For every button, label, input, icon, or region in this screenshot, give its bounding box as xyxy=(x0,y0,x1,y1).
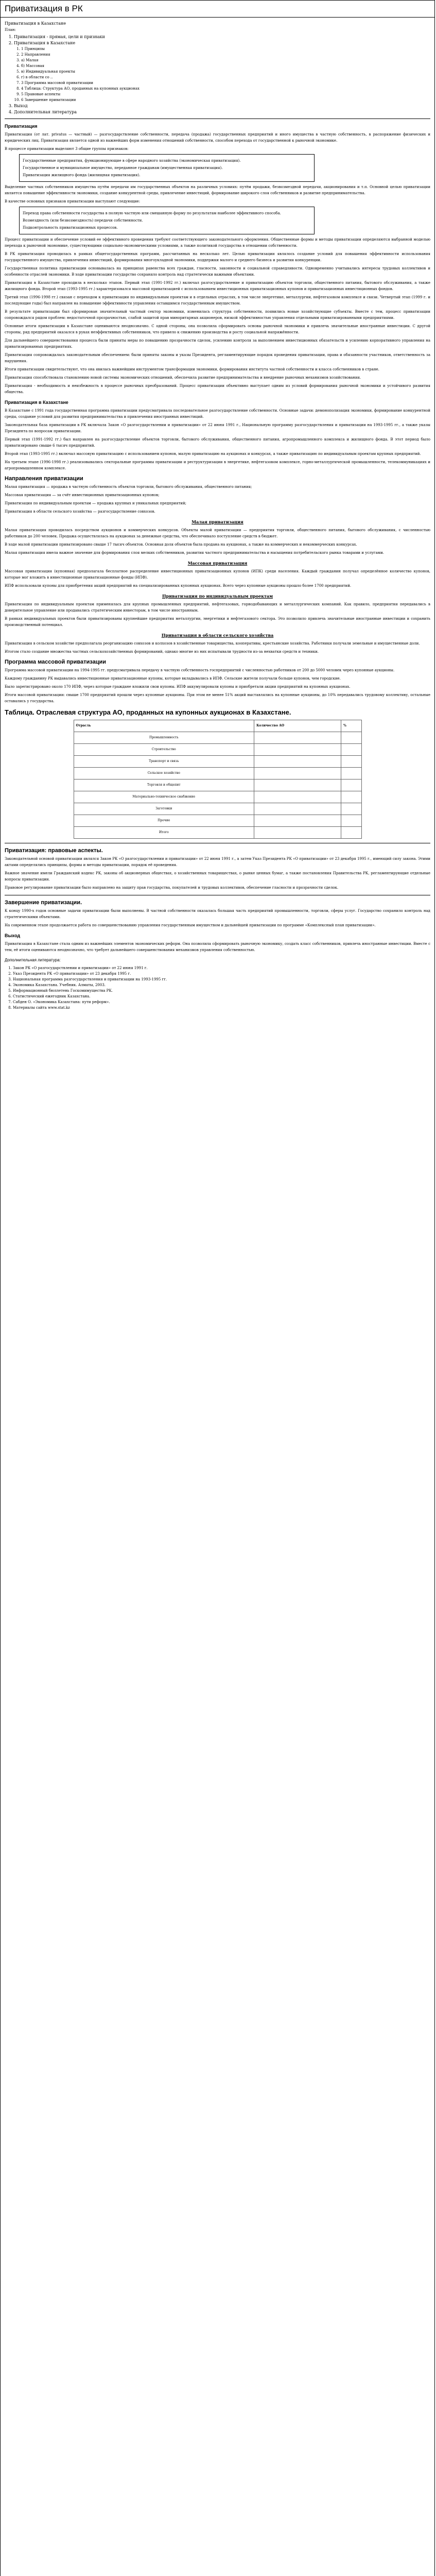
paragraph: Итоги массовой приватизации: свыше 1700 предприятий прошли через купонные аукционы. При этом не менее 51% акций выставлялись на купонные аукционы, до 10% передавались трудовому коллективу, остальные оставались у государства. xyxy=(5,693,430,703)
paragraph: Программа массовой приватизации на 1994-1995 гг. предусматривала передачу в частную собственность госпредприятий с численностью работников от 200 до 5000 человек через купонные аукционы. xyxy=(5,668,395,672)
paragraph: В качестве основных признаков приватизации выступают следующие: xyxy=(5,199,141,204)
table-cell xyxy=(341,815,361,827)
table-header-row xyxy=(74,720,361,732)
table-header-cell: Отрасль xyxy=(74,720,254,732)
toc-plan-label: План: xyxy=(5,28,16,32)
paragraph: Правовое регулирование приватизации было направлено на защиту прав государства, покупателей и трудовых коллективов, обеспечение гласности и прозрачности сделок. xyxy=(5,886,339,890)
table-cell xyxy=(254,732,341,744)
toc-subitem[interactable]: 9. 5 Правовые аспекты xyxy=(21,92,430,97)
box-line: Приватизация жилищного фонда (жилищная приватизация). xyxy=(23,173,141,177)
table-row xyxy=(74,779,361,791)
table-of-contents xyxy=(14,34,430,115)
table-cell xyxy=(341,756,361,768)
table-row xyxy=(74,768,361,779)
paragraph: Малая приватизация имела важное значение для формирования слоя мелких собственников, развития частного предпринимательства и насыщения потребительского рынка товарами и услугами. xyxy=(5,551,384,555)
table-cell xyxy=(341,791,361,803)
table-row xyxy=(74,732,361,744)
reference-item: 4. Экономика Казахстана. Учебник. Алматы, 2003. xyxy=(13,982,430,988)
section-title: Выход xyxy=(5,933,21,938)
box-line: Подконтрольность приватизационных процессов. xyxy=(23,226,118,230)
paragraph: В Казахстане с 1991 года государственная программа приватизации предусматривала последовательное разгосударствление собственности. Основные задачи: демонополизация экономики, формирование конкурентной среды, создание условий для развития предпринимательства и привлечения иностранных инвестиций. xyxy=(5,409,430,419)
paragraph: Для дальнейшего совершенствования процесса были приняты меры по повышению прозрачности сделок, усилению контроля за выполнением инвестиционных обязательств и усилению корпоративного управления на приватизированных предприятиях. xyxy=(5,338,430,349)
document-content xyxy=(1,18,434,1015)
paragraph: На третьем этапе (1996-1998 гг.) реализовывались секторальные программы приватизации и реструктуризации в энергетике, нефтегазовом комплексе, горно-металлургической промышленности, телекоммуникациях и агропромышленном комплексе. xyxy=(5,460,430,470)
toc-sublist xyxy=(21,46,430,103)
toc-subitem[interactable]: 1. 1 Принципы xyxy=(21,46,430,52)
section-title: Программа массовой приватизации xyxy=(5,659,107,665)
table-cell: Строительство xyxy=(74,744,254,756)
reference-item: 5. Информационный бюллетень Госкомимущества РК. xyxy=(13,988,430,994)
table-cell xyxy=(341,768,361,779)
section-title: Приватизация: правовые аспекты. xyxy=(5,848,103,854)
table-title: Таблица. Отраслевая структура АО, проданных на купонных аукционах в Казахстане. xyxy=(5,708,291,716)
paragraph: В результате приватизации был сформирован значительный частный сектор экономики, изменилась структура собственности, появились новые хозяйствующие субъекты. Вместе с тем, процесс приватизации сопровождался рядом проблем: недостаточной прозрачностью, слабой защитой прав миноритарных акционеров, низкой эффективностью управления отдельными приватизированными предприятиями. xyxy=(5,310,430,320)
toc-heading: Приватизация в Казахстане xyxy=(5,21,66,26)
box-line: Возмездность (или безвозмездность) передачи собственности. xyxy=(23,218,143,223)
paragraph: В рамках индивидуальных проектов были приватизированы крупнейшие предприятия металлургии, энергетики и нефтегазового сектора. Это позволило привлечь значительные иностранные инвестиции и сохранить производственный потенциал. xyxy=(5,617,430,627)
toc-item[interactable] xyxy=(14,103,430,109)
features-box xyxy=(19,207,315,234)
table-row xyxy=(74,815,361,827)
paragraph: Приватизация в Казахстане стала одним из важнейших элементов экономических реформ. Она позволила сформировать рыночную экономику, создать класс собственников, привлечь иностранные инвестиции. Вместе с тем, её итоги оцениваются неоднозначно, что требует дальнейшего совершенствования механизмов управления собственностью. xyxy=(5,942,430,952)
paragraph: Важное значение имели Гражданский кодекс РК, законы об акционерных обществах, о хозяйственных товариществах, о рынке ценных бумаг, а также постановления Правительства РК, регламентирующие отдельные вопросы приватизации. xyxy=(5,871,430,882)
paragraph: ИПФ использовали купоны для приобретения акций предприятий на специализированных купонных аукционах. Всего через купонные аукционы прошло более 1700 предприятий. xyxy=(5,584,352,588)
box-line: Государственные предприятия, функционирующие в сфере народного хозяйства (экономическая приватизация). xyxy=(23,159,241,163)
toc-item[interactable] xyxy=(14,34,430,40)
toc-subitem[interactable]: 10. 6 Завершение приватизации xyxy=(21,97,430,103)
section-title: Направления приватизации xyxy=(5,476,83,482)
structure-table xyxy=(74,720,362,839)
table-cell xyxy=(254,827,341,839)
paragraph: Государственная политика приватизации основывалась на принципах равенства всех граждан, гласности, законности и социальной справедливости. Одновременно учитывались интересы трудовых коллективов и особенности отраслей экономики. В ходе приватизации государство сохраняло контроль над стратегически важными объектами. xyxy=(5,266,430,277)
table-cell xyxy=(341,732,361,744)
paragraph: Второй этап (1993-1995 гг.) включал массовую приватизацию с использованием купонов, малую приватизацию на аукционах и конкурсах, а также приватизацию по индивидуальным проектам крупных предприятий. xyxy=(5,452,421,456)
paragraph: Каждому гражданину РК выдавались инвестиционные приватизационные купоны, которые вкладывались в ИПФ. Сельские жители получали больше купонов, чем городские. xyxy=(5,676,341,681)
list-line: Массовая приватизация — за счёт инвестиционных приватизационных купонов; xyxy=(5,493,160,497)
toc-subitem[interactable]: 2. 2 Направления xyxy=(21,52,430,58)
paragraph: Выделение частных собственников имущества путём передачи им государственных объектов на различных условиях: путём продажи, безвозмездной передачи, акционирования и т.п. Основной целью приватизации является повышение эффективности экономики, создание конкурентной среды, привлечение инвестиций, формирование широкого слоя собственников и развитие предпринимательства. xyxy=(5,185,430,195)
box-line: Государственное и муниципальное имущество, переданное гражданам (имущественная приватизация). xyxy=(23,166,223,170)
reference-item: 6. Статистический ежегодник Казахстана. xyxy=(13,994,430,999)
toc-subitem[interactable]: 6. г) в области со .. xyxy=(21,75,430,80)
table-cell xyxy=(341,803,361,815)
table-cell xyxy=(254,756,341,768)
table-cell: Транспорт и связь xyxy=(74,756,254,768)
toc-item-label[interactable]: Выход xyxy=(14,104,28,108)
table-row xyxy=(74,803,361,815)
table-row xyxy=(74,791,361,803)
criteria-box xyxy=(19,154,315,182)
toc-subitem[interactable]: 4. б) Массовая xyxy=(21,63,430,69)
section-title: Приватизация в Казахстане xyxy=(5,400,68,405)
table-cell: Итого xyxy=(74,827,254,839)
paragraph: Основные итоги приватизации в Казахстане оцениваются неоднозначно. С одной стороны, она позволила сформировать основы рыночной экономики и привлечь значительные иностранные инвестиции. С другой стороны, ряд предприятий оказался в руках неэффективных собственников, что привело к снижению производства и росту социальной напряжённости. xyxy=(5,324,430,334)
paragraph: Итоги приватизации свидетельствуют, что она явилась важнейшим инструментом трансформации экономики, формирования института частной собственности и класса собственников в стране. xyxy=(5,367,379,371)
paragraph: Приватизация способствовала становлению новой системы экономических отношений, обеспечила развитие предпринимательства и внедрение рыночных механизмов хозяйствования. xyxy=(5,376,361,380)
paragraph: Массовая приватизация (купонная) предполагала бесплатное распределение инвестиционных приватизационных купонов (ИПК) среди населения. Каждый гражданин получал определённое количество купонов, которые мог вложить в инвестиционные приватизационные фонды (ИПФ). xyxy=(5,569,430,580)
table-cell: Торговля и общепит xyxy=(74,779,254,791)
paragraph: Законодательная база приватизации в РК включала Закон «О разгосударствлении и приватизации» от 22 июня 1991 г., Национальную программу разгосударствления и приватизации на 1993-1995 гг., а также указы Президента по вопросам приватизации. xyxy=(5,423,430,433)
toc-item-label[interactable]: Приватизация - прямая, цели и признаки xyxy=(14,35,105,39)
paragraph: В ходе малой приватизации приватизировано свыше 17 тысяч объектов. Основная доля объектов была продана на аукционах, а также на коммерческих и некоммерческих конкурсах. xyxy=(5,543,357,547)
toc-subitem[interactable]: 3. а) Малая xyxy=(21,58,430,63)
paragraph: На современном этапе продолжается работа по совершенствованию управления государственным имуществом и дальнейшей приватизации по программе «Комплексный план приватизации». xyxy=(5,923,376,927)
table-row xyxy=(74,756,361,768)
toc-item[interactable] xyxy=(14,109,430,115)
table-cell xyxy=(254,803,341,815)
toc-item[interactable] xyxy=(14,40,430,103)
toc-item-label[interactable]: Дополнительная литература xyxy=(14,110,77,114)
box-line: Переход права собственности государства в полную частную или смешанную форму по результатам наиболее эффективного способа. xyxy=(23,211,281,215)
subsection-title: Приватизация в области сельского хозяйства xyxy=(161,633,274,638)
reference-item: 7. Сабден О. «Экономика Казахстана: пути реформ». xyxy=(13,999,430,1005)
subsection-title: Приватизация по индивидуальным проектам xyxy=(162,594,273,599)
table-cell xyxy=(254,815,341,827)
table-cell xyxy=(254,791,341,803)
section-title: Завершение приватизации. xyxy=(5,900,82,906)
reference-item: 3. Национальная программа разгосударствления и приватизации на 1993-1995 гг. xyxy=(13,977,430,982)
paragraph: В РК приватизация проводилась в рамках общегосударственных программ, рассчитанных на несколько лет. Целью приватизации являлось создание условий для повышения эффективности использования государственного имущества, привлечения инвестиций, формирования многоукладной экономики, поддержки малого и среднего бизнеса и развития конкуренции. xyxy=(5,252,430,262)
paragraph: Было зарегистрировано около 170 ИПФ, через которые граждане вложили свои купоны. ИПФ аккумулировали купоны и приобретали акции предприятий на купонных аукционах. xyxy=(5,685,351,689)
table-cell xyxy=(254,768,341,779)
table-cell xyxy=(254,779,341,791)
list-line: Приватизация по индивидуальным проектам — продажа крупных и уникальных предприятий; xyxy=(5,501,186,505)
section-title: Приватизация xyxy=(5,124,38,129)
paragraph: К концу 1990-х годов основные задачи приватизации были выполнены. В частной собственности оказалась большая часть предприятий промышленности, торговли, сферы услуг. Государство сохранило контроль над стратегическими объектами. xyxy=(5,909,430,919)
toc-subitem[interactable]: 7. 3 Программа массовой приватизации xyxy=(21,80,430,86)
section-title: Дополнительная литература: xyxy=(5,958,61,962)
subsection-title: Массовая приватизация xyxy=(187,561,248,566)
toc-subitem[interactable]: 5. в) Индивидуальная проекты xyxy=(21,69,430,75)
paragraph: Приватизация - необходимость и неизбежность в процессе рыночных преобразований. Процесс приватизации объективно выступает одним из условий формирования рыночной экономики и устойчивого развития общества. xyxy=(5,384,430,394)
paragraph: Малая приватизация проводилась посредством аукционов и коммерческих конкурсов. Объекты малой приватизации — предприятия торговли, общественного питания, бытового обслуживания, с численностью работников до 200 человек. Продажа осуществлялась на аукционах за денежные средства, что обеспечивало поступление средств в бюджет. xyxy=(5,528,430,538)
table-cell: Прочие xyxy=(74,815,254,827)
table-header-cell: % xyxy=(341,720,361,732)
table-cell: Промышленность xyxy=(74,732,254,744)
table-cell xyxy=(254,744,341,756)
list-line: Малая приватизация — продажа в частную собственность объектов торговли, бытового обслуживания, общественного питания; xyxy=(5,485,252,489)
toc-subitem[interactable]: 8. 4 Таблица: Структура АО, проданных на купонных аукционах xyxy=(21,86,430,92)
paragraph: Приватизация (от лат. privatus — частный) — разгосударствление собственности, передача (продажа) государственных предприятий и иного имущества в частную собственность, в распоряжение физических и юридических лиц. Приватизация является одной из важнейших форм изменения отношений собственности, способом перехода от государственной к рыночной экономике. xyxy=(5,132,430,143)
reference-item: 1. Закон РК «О разгосударствлении и приватизации» от 22 июня 1991 г. xyxy=(13,965,430,971)
paragraph: Приватизация в Казахстане проходила в несколько этапов. Первый этап (1991-1992 гг.) включал разгосударствление и приватизацию объектов торговли, общественного питания, бытового обслуживания, а также жилищного фонда. Второй этап (1993-1995 гг.) характеризовался массовой приватизацией с использованием инвестиционных приватизационных купонов и приватизационных инвестиционных фондов. xyxy=(5,281,430,291)
table-cell: Материально-техническое снабжение xyxy=(74,791,254,803)
toc-item-label[interactable]: Приватизация в Казахстане xyxy=(14,41,76,45)
paragraph: Приватизация сопровождалась законодательным обеспечением: были приняты законы и указы Президента, регламентирующие порядок проведения приватизации, права и обязанности участников, ответственность за нарушения. xyxy=(5,353,430,363)
paragraph: В процессе приватизации выделяют 3 общие группы признаков: xyxy=(5,147,129,151)
table-cell xyxy=(341,827,361,839)
references-list xyxy=(13,965,430,1011)
table-row xyxy=(74,744,361,756)
paragraph: Приватизация по индивидуальным проектам применялась для крупных промышленных предприятий, нефтегазовых, горнодобывающих и металлургических компаний. Как правило, предприятия передавались в доверительное управление или продавались стратегическим инвесторам, в том числе иностранным. xyxy=(5,602,430,613)
reference-item: 8. Материалы сайта www.stat.kz xyxy=(13,1005,430,1011)
paragraph: Первый этап (1991-1992 гг.) был направлен на разгосударствление объектов торговли, бытового обслуживания, общественного питания, агропромышленного комплекса и жилищного фонда. В этот период было приватизировано свыше 6 тысяч предприятий. xyxy=(5,437,430,448)
list-line: Приватизация в области сельского хозяйства — разгосударствление совхозов. xyxy=(5,510,155,514)
paragraph: Итогом стало создание множества частных сельскохозяйственных формирований, однако многие из них испытывали трудности из-за нехватки средств и техники. xyxy=(5,650,319,654)
table-cell xyxy=(341,744,361,756)
reference-item: 2. Указ Президента РК «О приватизации» от 23 декабря 1995 г. xyxy=(13,971,430,977)
table-cell: Сельское хозяйство xyxy=(74,768,254,779)
paragraph: Приватизация в сельском хозяйстве предполагала реорганизацию совхозов и колхозов в хозяйственные товарищества, кооперативы, крестьянские хозяйства. Работники получали земельные и имущественные доли. xyxy=(5,641,420,646)
page-title: Приватизация в РК xyxy=(1,1,434,18)
paragraph: Законодательной основой приватизации являлся Закон РК «О разгосударствлении и приватизации» от 22 июня 1991 г., а затем Указ Президента РК «О приватизации» от 23 декабря 1995 г., имеющий силу закона. Этими актами определялись принципы, формы и методы приватизации, порядок её проведения. xyxy=(5,857,430,867)
table-header-cell: Количество АО xyxy=(254,720,341,732)
divider xyxy=(5,118,430,119)
table-row xyxy=(74,827,361,839)
table-cell: Заготовки xyxy=(74,803,254,815)
subsection-title: Малая приватизация xyxy=(191,519,243,524)
paragraph: Третий этап (1996-1998 гг.) связан с переходом к приватизации по индивидуальным проектам и в отдельных отраслях, в том числе энергетике, металлургии, нефтегазовом комплексе и связи. Четвертый этап (1999 г. и последующие годы) был направлен на повышение эффективности управления оставшимся государственным имуществом. xyxy=(5,295,430,306)
paragraph: Процесс приватизации и обеспечение условий ее эффективного проведения требуют соответствующего законодательного оформления. Общественные формы и методы приватизации определяются выбранной моделью перехода к рыночной экономике, существующими социально-экономическими условиями, а также политикой государства в отношении собственности. xyxy=(5,238,430,248)
table-cell xyxy=(341,779,361,791)
